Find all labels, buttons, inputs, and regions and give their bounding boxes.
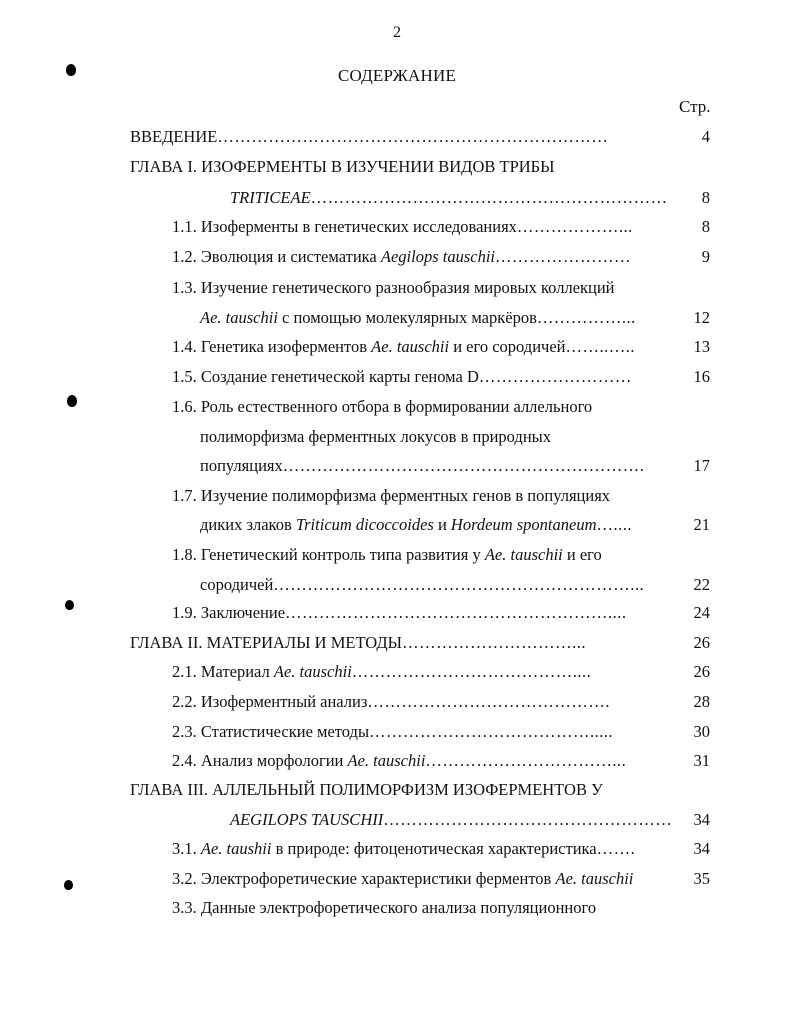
page-ref: 4 [701,127,710,146]
page-ref: 35 [693,869,710,888]
toc-entry-text [200,308,636,328]
entry-text-part: и его сородичей [449,337,566,356]
toc-entry-text [172,751,626,771]
scan-mark-icon [65,600,74,610]
toc-entry-text [172,217,633,237]
entry-text-part: ГЛАВА III. АЛЛЕЛЬНЫЙ ПОЛИМОРФИЗМ ИЗОФЕРМЕНТОВ У [130,780,603,799]
page-ref: 8 [701,217,710,236]
italic-species-name: Ae. tauschii [200,308,278,327]
toc-entry-text [130,157,555,177]
leader-dots: ……………………………... [425,751,627,770]
italic-species-name: Ae. tauschii [484,545,563,564]
italic-species-name: AEGILOPS TAUSCHII [230,810,384,829]
entry-text-part: полиморфизма ферментных локусов в природных [200,427,551,446]
leader-dots: ………………... [516,217,633,236]
leader-dots: …………………………... [402,633,586,652]
toc-entry-text [172,545,602,565]
leader-dots: ………………………………….... [351,662,592,681]
toc-entry-text [130,780,603,800]
toc-entry-text [200,427,551,447]
leader-dots: ……..….. [565,337,635,356]
toc-entry-text [230,188,668,208]
entry-text-part: 1.6. Роль естественного отбора в формировании аллельного [172,397,593,416]
toc-entry-text [200,515,632,535]
toc-entry-text [172,869,633,889]
toc-entry-text [130,127,608,147]
page-ref: 24 [693,603,710,622]
toc-entry-text [172,278,615,298]
italic-species-name: Ae. taushii [200,839,272,858]
page-ref: 26 [693,662,710,681]
leader-dots: …………………………………………………………… [217,127,609,146]
leader-dots: ……. [596,839,636,858]
entry-text-part: 1.3. Изучение генетического разнообразия мировых коллекций [172,278,615,297]
toc-entry-text [230,810,672,830]
toc-entry-text [172,247,631,267]
page-ref: 21 [693,515,710,534]
toc-entry-text [200,456,644,476]
italic-species-name: Triticum dicoccoides [295,515,434,534]
page-number: 2 [393,24,401,41]
leader-dots: …………………… [495,247,631,266]
entry-text-part: с помощью молекулярных маркёров [277,308,537,327]
entry-text-part: 2.4. Анализ морфологии [172,751,348,770]
italic-species-name: Ae. tauschii [371,337,450,356]
entry-text-part: 2.3. Статистические методы [172,722,370,741]
entry-text-part: 1.2. Эволюция и систематика [172,247,381,266]
leader-dots: …………………………………..... [369,722,614,741]
entry-text-part: ГЛАВА I. ИЗОФЕРМЕНТЫ В ИЗУЧЕНИИ ВИДОВ ТРИБЫ [130,157,555,176]
page-ref: 17 [693,456,710,475]
entry-text-part: 3.1. [172,839,201,858]
entry-text-part: ВВЕДЕНИЕ [130,127,218,146]
leader-dots: ……………………………………………………… [310,188,668,207]
entry-text-part: 3.3. Данные электрофоретического анализа популяционного [172,898,597,917]
toc-entry-text [172,486,610,506]
toc-entry-text [130,633,586,653]
entry-text-part: 1.7. Изучение полиморфизма ферментных генов в популяциях [172,486,611,505]
entry-text-part: 1.1. Изоферменты в генетических исследованиях [172,217,517,236]
entry-text-part: 2.1. Материал [172,662,274,681]
page-ref: 28 [693,692,710,711]
entry-text-part: в природе: фитоценотическая характеристика [271,839,597,858]
entry-text-part: популяциях [200,456,283,475]
toc-entry-text [172,603,627,623]
toc-entry-text [172,337,635,357]
page-ref: 12 [693,308,710,327]
italic-species-name: Hordeum spontaneum [450,515,597,534]
leader-dots: ………………………………………………………... [273,575,645,594]
page-ref: 31 [693,751,710,770]
page-column-label: Стр. [679,97,711,116]
entry-text-part: ГЛАВА II. МАТЕРИАЛЫ И МЕТОДЫ [130,633,403,652]
italic-species-name: Ae. tauschii [555,869,634,888]
page-ref: 22 [693,575,710,594]
entry-text-part: 1.5. Создание генетической карты генома D [172,367,479,386]
page-ref: 30 [693,722,710,741]
entry-text-part: и [433,515,451,534]
leader-dots: ……………... [536,308,636,327]
entry-text-part: 1.9. Заключение [172,603,286,622]
toc-entry-text [200,575,644,595]
italic-species-name: Aegilops tauschii [380,247,495,266]
entry-text-part: и его [562,545,602,564]
page-ref: 8 [701,188,710,207]
toc-entry-text [172,367,632,387]
leader-dots: ……………………………………. [367,692,610,711]
page-ref: 34 [693,810,710,829]
toc-entry-text [172,839,635,859]
entry-text-part: 1.8. Генетический контроль типа развития у [172,545,485,564]
toc-entry-text [172,722,613,742]
scan-mark-icon [67,395,77,407]
toc-entry-text [172,662,591,682]
italic-species-name: Ae. tauschii [273,662,352,681]
toc-entry-text [172,397,592,417]
leader-dots: ………………………………………………………. [282,456,645,475]
page-ref: 13 [693,337,710,356]
entry-text-part: 3.2. Электрофоретические характеристики ферментов [172,869,556,888]
page-title: СОДЕРЖАНИЕ [337,66,457,85]
scan-mark-icon [64,880,73,890]
leader-dots: ……………………… [478,367,632,386]
toc-entry-text [172,898,596,918]
italic-species-name: Ae. tauschii [347,751,426,770]
entry-text-part: 1.4. Генетика изоферментов [172,337,372,356]
leader-dots: …………………………………………… [383,810,673,829]
scan-mark-icon [66,64,76,76]
leader-dots: ….... [596,515,633,534]
entry-text-part: сородичей [200,575,274,594]
entry-text-part: 2.2. Изоферментный анализ [172,692,368,711]
leader-dots: ………………………………………………….... [285,603,627,622]
entry-text-part: диких злаков [200,515,296,534]
page-ref: 26 [693,633,710,652]
page-ref: 16 [693,367,710,386]
toc-entry-text [172,692,610,712]
page-ref: 9 [701,247,710,266]
page-ref: 34 [693,839,710,858]
italic-species-name: TRITICEAE [230,188,311,207]
